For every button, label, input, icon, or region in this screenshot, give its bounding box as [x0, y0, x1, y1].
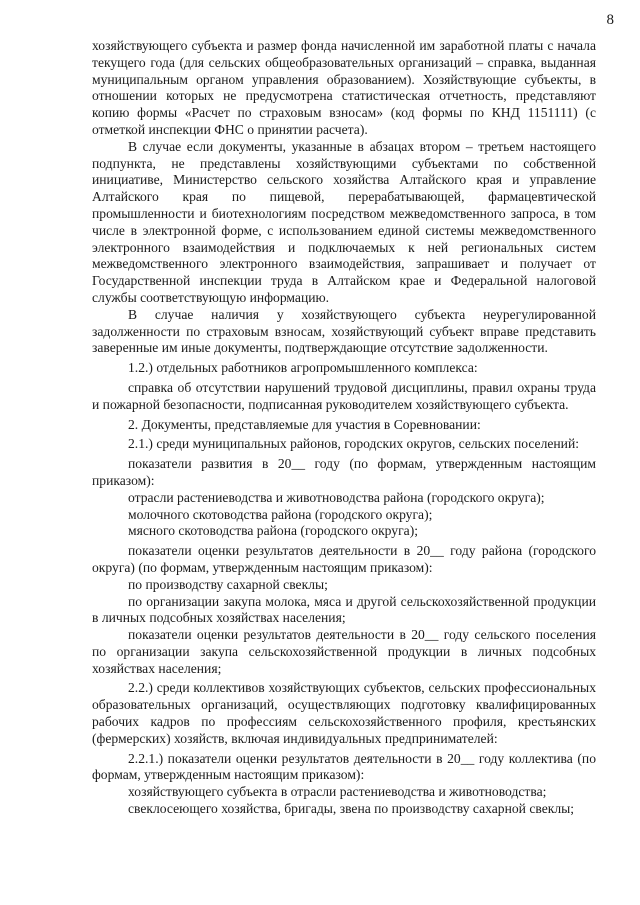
paragraph: показатели оценки результатов деятельности в 20__ году района (городского округа) (по формам, утвержденным настоящим приказом):	[92, 543, 596, 575]
page-number: 8	[606, 12, 614, 28]
list-item: молочного скотоводства района (городского округа);	[128, 506, 433, 522]
paragraph: 2.2.) среди коллективов хозяйствующих субъектов, сельских профессиональных образовательных организаций, осуществляющих подготовку квалифицированных рабочих кадров по профессиям сельскохозяйственного профиля, крестьянских (фермерских) хозяйств, включая индивидуальных предпринимателей:	[92, 680, 596, 746]
paragraph: показатели оценки результатов деятельности в 20__ году сельского поселения по организации закупа сельскохозяйственной продукции в личных подсобных хозяйствах населения;	[92, 627, 596, 676]
list-item: отрасли растениеводства и животноводства района (городского округа);	[128, 489, 545, 505]
list-item: свеклосеющего хозяйства, бригады, звена по производству сахарной свеклы;	[128, 801, 575, 817]
list-item: по производству сахарной свеклы;	[128, 576, 328, 592]
paragraph: 2.2.1.) показатели оценки результатов деятельности в 20__ году коллектива (по формам, утвержденным настоящим приказом):	[92, 750, 596, 783]
paragraph: показатели развития в 20__ году (по формам, утвержденным настоящим приказом):	[92, 456, 596, 488]
paragraph: 1.2.) отдельных работников агропромышленного комплекса:	[128, 360, 478, 376]
paragraph: по организации закупа молока, мяса и другой сельскохозяйственной продукции в личных подсобных хозяйствах населения;	[92, 593, 596, 626]
list-item: хозяйствующего субъекта в отрасли растениеводства и животноводства;	[128, 784, 547, 800]
paragraph: хозяйствующего субъекта и размер фонда начисленной им заработной платы с начала текущего года (для сельских общеобразовательных организаций – справка, выданная муниципальным органом управления образованием). Хозяйствующие субъекты, в отношении которых не предусмотрена статистическая отчетность, представляют копию формы «Расчет по страховым взносам» (код формы по КНД 1151111) (с отметкой инспекции ФНС о принятии расчета).	[92, 38, 596, 137]
paragraph: 2.1.) среди муниципальных районов, городских округов, сельских поселений:	[128, 436, 580, 452]
paragraph: справка об отсутствии нарушений трудовой дисциплины, правил охраны труда и пожарной безопасности, подписанная руководителем хозяйствующего субъекта.	[92, 379, 596, 412]
list-item: мясного скотоводства района (городского округа);	[128, 523, 419, 539]
paragraph: В случае если документы, указанные в абзацах втором – третьем настоящего подпункта, не представлены хозяйствующими субъектами по собственной инициативе, Министерство сельского хозяйства Алтайского края и управление Алтайского края по пищевой, перерабатывающей, фармацевтической промышленности и биотехнологиям посредством межведомственного запроса, в том числе в электронной форме, с использованием единой системы межведомственного электронного взаимодействия и подключаемых к ней региональных систем межведомственного электронного взаимодействия, запрашивает и получает от Государственной инспекции труда в Алтайском крае и Федеральной налоговой службы соответствующую информацию.	[92, 138, 596, 305]
paragraph: 2. Документы, представляемые для участия в Соревновании:	[128, 416, 481, 432]
paragraph: В случае наличия у хозяйствующего субъекта неурегулированной задолженности по страховым взносам, хозяйствующий субъект вправе представить заверенные им иные документы, подтверждающие отсутствие задолженности.	[92, 306, 596, 356]
document-body	[92, 38, 596, 818]
